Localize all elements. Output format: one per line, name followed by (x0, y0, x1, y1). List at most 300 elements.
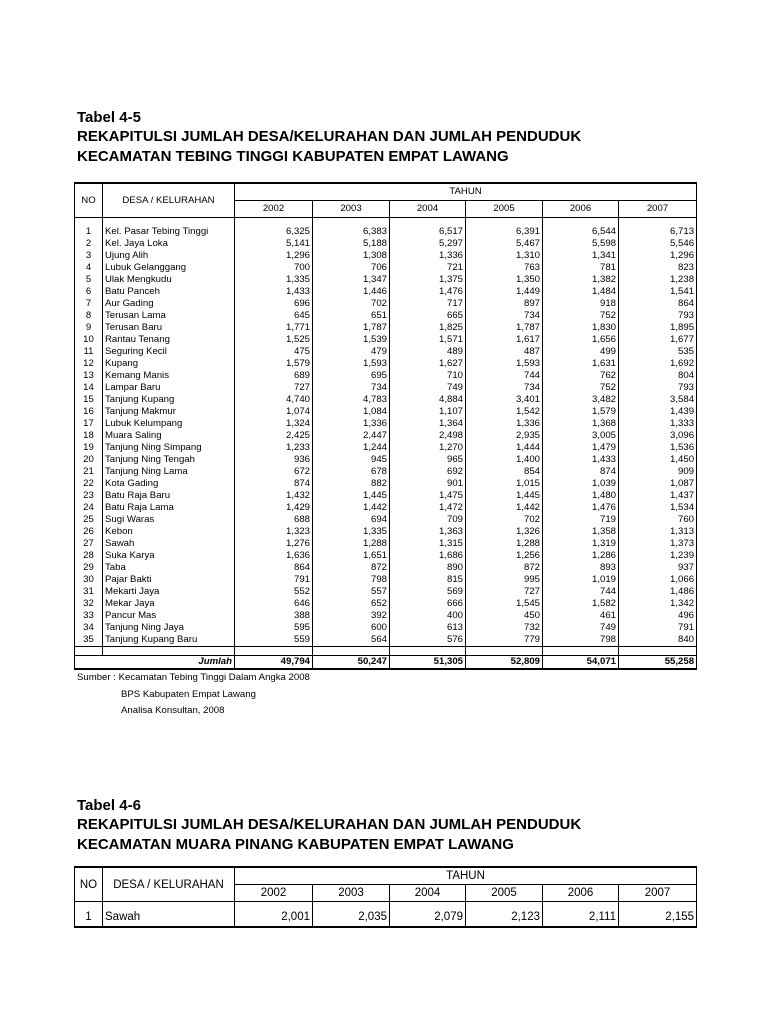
spacer-cell (390, 647, 466, 656)
population-value: 890 (390, 562, 466, 574)
population-value: 1,286 (543, 550, 619, 562)
year-header-2004: 2004 (390, 885, 466, 902)
population-value: 760 (619, 514, 697, 526)
spacer-cell (619, 647, 697, 656)
village-name: Sawah (103, 538, 235, 550)
population-value: 5,297 (390, 238, 466, 250)
village-name: Muara Saling (103, 430, 235, 442)
population-value: 791 (619, 622, 697, 634)
population-value: 651 (313, 310, 390, 322)
population-value: 652 (313, 598, 390, 610)
spacer-cell (543, 647, 619, 656)
population-value: 804 (619, 370, 697, 382)
population-value: 1,631 (543, 358, 619, 370)
gap-row (75, 647, 697, 656)
row-number: 1 (75, 226, 103, 238)
population-value: 700 (235, 262, 313, 274)
population-value: 1,084 (313, 406, 390, 418)
table-row (75, 598, 697, 610)
row-number: 2 (75, 238, 103, 250)
village-name: Aur Gading (103, 298, 235, 310)
population-value: 1,400 (466, 454, 543, 466)
spacer-cell (75, 647, 103, 656)
population-value: 1,437 (619, 490, 697, 502)
total-value: 52,809 (466, 656, 543, 670)
population-value: 709 (390, 514, 466, 526)
population-value: 1,439 (619, 406, 697, 418)
population-value: 744 (466, 370, 543, 382)
population-value: 872 (466, 562, 543, 574)
village-name: Batu Raja Baru (103, 490, 235, 502)
table-row (75, 574, 697, 586)
source-line-2: BPS Kabupaten Empat Lawang (121, 689, 256, 700)
population-value: 2,935 (466, 430, 543, 442)
table-row (75, 382, 697, 394)
total-value: 54,071 (543, 656, 619, 670)
population-value: 763 (466, 262, 543, 274)
population-value: 1,692 (619, 358, 697, 370)
village-name: Suka Karya (103, 550, 235, 562)
population-value: 1,238 (619, 274, 697, 286)
table-row (75, 370, 697, 382)
population-value: 791 (235, 574, 313, 586)
village-name: Tanjung Ning Lama (103, 466, 235, 478)
gap-row (75, 218, 697, 227)
population-value: 3,005 (543, 430, 619, 442)
table-row (75, 634, 697, 647)
population-value: 5,598 (543, 238, 619, 250)
population-value: 1,347 (313, 274, 390, 286)
table-row (75, 586, 697, 598)
population-value: 1,335 (313, 526, 390, 538)
population-value: 1,571 (390, 334, 466, 346)
row-number: 26 (75, 526, 103, 538)
population-value: 600 (313, 622, 390, 634)
population-value: 749 (390, 382, 466, 394)
population-value: 1,315 (390, 538, 466, 550)
village-name: Pajar Bakti (103, 574, 235, 586)
population-value: 1,830 (543, 322, 619, 334)
population-value: 400 (390, 610, 466, 622)
population-value: 672 (235, 466, 313, 478)
population-value: 1,445 (466, 490, 543, 502)
population-value: 1,476 (543, 502, 619, 514)
population-value: 2,035 (313, 908, 390, 927)
population-value: 1,617 (466, 334, 543, 346)
population-value: 1,342 (619, 598, 697, 610)
population-value: 2,498 (390, 430, 466, 442)
population-value: 1,472 (390, 502, 466, 514)
population-value: 1,582 (543, 598, 619, 610)
population-value: 1,358 (543, 526, 619, 538)
village-name: Lubuk Kelumpang (103, 418, 235, 430)
table2-title-line1: REKAPITULSI JUMLAH DESA/KELURAHAN DAN JUMLAH PENDUDUK (77, 816, 582, 833)
row-number: 28 (75, 550, 103, 562)
village-name: Lubuk Gelanggang (103, 262, 235, 274)
population-value: 1,449 (466, 286, 543, 298)
population-value: 475 (235, 346, 313, 358)
population-value: 1,335 (235, 274, 313, 286)
population-value: 1,771 (235, 322, 313, 334)
population-value: 6,517 (390, 226, 466, 238)
table-row (75, 274, 697, 286)
population-value: 719 (543, 514, 619, 526)
year-header-2006: 2006 (543, 201, 619, 218)
year-header-2005: 2005 (466, 885, 543, 902)
population-value: 1,656 (543, 334, 619, 346)
population-value: 535 (619, 346, 697, 358)
population-value: 3,401 (466, 394, 543, 406)
population-value: 1,313 (619, 526, 697, 538)
population-value: 576 (390, 634, 466, 647)
population-value: 388 (235, 610, 313, 622)
population-value: 1,308 (313, 250, 390, 262)
population-value: 499 (543, 346, 619, 358)
population-value: 1,341 (543, 250, 619, 262)
village-name: Tanjung Makmur (103, 406, 235, 418)
population-value: 2,111 (543, 908, 619, 927)
population-value: 752 (543, 382, 619, 394)
population-value: 6,325 (235, 226, 313, 238)
table2-title-line2: KECAMATAN MUARA PINANG KABUPATEN EMPAT LAWANG (77, 836, 514, 853)
population-value: 479 (313, 346, 390, 358)
row-number: 10 (75, 334, 103, 346)
population-value: 688 (235, 514, 313, 526)
population-value: 1,233 (235, 442, 313, 454)
village-name: Sawah (103, 908, 235, 927)
table-row (75, 490, 697, 502)
population-value: 4,783 (313, 394, 390, 406)
table-row (75, 622, 697, 634)
population-value: 3,482 (543, 394, 619, 406)
population-value: 1,787 (466, 322, 543, 334)
table-row (75, 538, 697, 550)
header-tahun: TAHUN (235, 183, 697, 201)
population-value: 840 (619, 634, 697, 647)
population-value: 893 (543, 562, 619, 574)
spacer-cell (466, 647, 543, 656)
population-value: 936 (235, 454, 313, 466)
table-row (75, 454, 697, 466)
population-value: 3,096 (619, 430, 697, 442)
population-value: 793 (619, 310, 697, 322)
table-row (75, 394, 697, 406)
population-value: 645 (235, 310, 313, 322)
population-value: 461 (543, 610, 619, 622)
population-value: 779 (466, 634, 543, 647)
population-value: 1,593 (313, 358, 390, 370)
population-value: 1,319 (543, 538, 619, 550)
table2-label: Tabel 4-6 (77, 797, 141, 814)
population-value: 1,486 (619, 586, 697, 598)
population-value: 692 (390, 466, 466, 478)
population-value: 1,895 (619, 322, 697, 334)
population-value: 762 (543, 370, 619, 382)
village-name: Tanjung Kupang Baru (103, 634, 235, 647)
population-value: 1,066 (619, 574, 697, 586)
row-number: 32 (75, 598, 103, 610)
row-number: 13 (75, 370, 103, 382)
population-value: 552 (235, 586, 313, 598)
population-value: 732 (466, 622, 543, 634)
population-value: 4,740 (235, 394, 313, 406)
table-row (75, 346, 697, 358)
village-name: Sugi Waras (103, 514, 235, 526)
village-name: Terusan Baru (103, 322, 235, 334)
row-number: 1 (75, 908, 103, 927)
table-row (75, 358, 697, 370)
population-value: 2,155 (619, 908, 697, 927)
population-value: 734 (466, 310, 543, 322)
population-value: 2,447 (313, 430, 390, 442)
population-value: 1,336 (313, 418, 390, 430)
row-number: 23 (75, 490, 103, 502)
village-name: Seguring Kecil (103, 346, 235, 358)
population-value: 696 (235, 298, 313, 310)
table-row (75, 298, 697, 310)
population-value: 678 (313, 466, 390, 478)
population-table-muara-pinang (74, 866, 697, 928)
population-value: 557 (313, 586, 390, 598)
population-value: 864 (235, 562, 313, 574)
population-value: 646 (235, 598, 313, 610)
row-number: 15 (75, 394, 103, 406)
village-name: Lampar Baru (103, 382, 235, 394)
population-value: 1,288 (313, 538, 390, 550)
population-value: 815 (390, 574, 466, 586)
table-row (75, 908, 697, 927)
population-value: 559 (235, 634, 313, 647)
population-value: 734 (313, 382, 390, 394)
population-value: 1,276 (235, 538, 313, 550)
year-header-2002: 2002 (235, 201, 313, 218)
population-value: 3,584 (619, 394, 697, 406)
total-value: 50,247 (313, 656, 390, 670)
row-number: 19 (75, 442, 103, 454)
year-header-2004: 2004 (390, 201, 466, 218)
village-name: Taba (103, 562, 235, 574)
population-value: 2,001 (235, 908, 313, 927)
row-number: 35 (75, 634, 103, 647)
population-value: 1,239 (619, 550, 697, 562)
population-value: 965 (390, 454, 466, 466)
table-row (75, 550, 697, 562)
population-value: 1,542 (466, 406, 543, 418)
year-header-2005: 2005 (466, 201, 543, 218)
population-value: 1,525 (235, 334, 313, 346)
population-value: 595 (235, 622, 313, 634)
table1-title-line1: REKAPITULSI JUMLAH DESA/KELURAHAN DAN JUMLAH PENDUDUK (77, 128, 582, 145)
row-number: 31 (75, 586, 103, 598)
village-name: Batu Panceh (103, 286, 235, 298)
population-value: 6,544 (543, 226, 619, 238)
village-name: Kel. Jaya Loka (103, 238, 235, 250)
row-number: 17 (75, 418, 103, 430)
table-row (75, 262, 697, 274)
population-value: 702 (313, 298, 390, 310)
population-value: 717 (390, 298, 466, 310)
total-value: 51,305 (390, 656, 466, 670)
village-name: Ujung Alih (103, 250, 235, 262)
total-value: 49,794 (235, 656, 313, 670)
year-header-2003: 2003 (313, 201, 390, 218)
population-value: 1,296 (619, 250, 697, 262)
year-header-2003: 2003 (313, 885, 390, 902)
population-value: 752 (543, 310, 619, 322)
row-number: 33 (75, 610, 103, 622)
population-value: 874 (543, 466, 619, 478)
population-value: 1,627 (390, 358, 466, 370)
population-value: 1,686 (390, 550, 466, 562)
table-row (75, 526, 697, 538)
table-row (75, 286, 697, 298)
population-value: 613 (390, 622, 466, 634)
row-number: 22 (75, 478, 103, 490)
table-row (75, 406, 697, 418)
source-line-3: Analisa Konsultan, 2008 (121, 705, 225, 716)
village-name: Terusan Lama (103, 310, 235, 322)
header-desa: DESA / KELURAHAN (103, 867, 235, 902)
population-value: 901 (390, 478, 466, 490)
year-header-2007: 2007 (619, 885, 697, 902)
population-value: 1,825 (390, 322, 466, 334)
population-value: 1,019 (543, 574, 619, 586)
table-row (75, 310, 697, 322)
village-name: Batu Raja Lama (103, 502, 235, 514)
table-row (75, 418, 697, 430)
population-value: 727 (235, 382, 313, 394)
population-value: 496 (619, 610, 697, 622)
population-value: 1,333 (619, 418, 697, 430)
row-number: 12 (75, 358, 103, 370)
population-value: 450 (466, 610, 543, 622)
village-name: Tanjung Ning Tengah (103, 454, 235, 466)
population-value: 695 (313, 370, 390, 382)
population-value: 1,288 (466, 538, 543, 550)
population-value: 2,123 (466, 908, 543, 927)
table-row (75, 502, 697, 514)
village-name: Kemang Manis (103, 370, 235, 382)
population-value: 689 (235, 370, 313, 382)
population-value: 1,087 (619, 478, 697, 490)
population-value: 749 (543, 622, 619, 634)
row-number: 3 (75, 250, 103, 262)
population-value: 882 (313, 478, 390, 490)
spacer-cell (103, 647, 235, 656)
population-value: 727 (466, 586, 543, 598)
population-value: 694 (313, 514, 390, 526)
village-name: Mekarti Jaya (103, 586, 235, 598)
population-value: 798 (543, 634, 619, 647)
population-value: 1,579 (543, 406, 619, 418)
village-name: Mekar Jaya (103, 598, 235, 610)
row-number: 14 (75, 382, 103, 394)
population-value: 1,433 (235, 286, 313, 298)
population-value: 489 (390, 346, 466, 358)
population-value: 864 (619, 298, 697, 310)
village-name: Kebon (103, 526, 235, 538)
total-spacer (75, 656, 103, 670)
population-value: 5,141 (235, 238, 313, 250)
population-value: 1,539 (313, 334, 390, 346)
population-value: 1,433 (543, 454, 619, 466)
spacer-cell (313, 647, 390, 656)
source-line-1: Sumber : Kecamatan Tebing Tinggi Dalam Angka 2008 (77, 672, 310, 683)
population-value: 874 (235, 478, 313, 490)
population-value: 798 (313, 574, 390, 586)
population-value: 1,534 (619, 502, 697, 514)
population-value: 1,787 (313, 322, 390, 334)
table-row (75, 442, 697, 454)
population-value: 4,884 (390, 394, 466, 406)
population-table-tebing-tinggi (74, 182, 697, 670)
population-value: 1,074 (235, 406, 313, 418)
population-value: 781 (543, 262, 619, 274)
population-value: 872 (313, 562, 390, 574)
population-value: 5,188 (313, 238, 390, 250)
table-row (75, 238, 697, 250)
population-value: 918 (543, 298, 619, 310)
population-value: 854 (466, 466, 543, 478)
population-value: 710 (390, 370, 466, 382)
row-number: 9 (75, 322, 103, 334)
population-value: 1,323 (235, 526, 313, 538)
population-value: 2,425 (235, 430, 313, 442)
population-value: 1,432 (235, 490, 313, 502)
table-row (75, 478, 697, 490)
population-value: 1,039 (543, 478, 619, 490)
row-number: 20 (75, 454, 103, 466)
row-number: 6 (75, 286, 103, 298)
population-value: 1,442 (466, 502, 543, 514)
header-desa: DESA / KELURAHAN (103, 183, 235, 218)
village-name: Kupang (103, 358, 235, 370)
population-value: 1,541 (619, 286, 697, 298)
population-value: 1,310 (466, 250, 543, 262)
table-row (75, 562, 697, 574)
population-value: 1,450 (619, 454, 697, 466)
population-value: 1,382 (543, 274, 619, 286)
row-number: 7 (75, 298, 103, 310)
population-value: 1,270 (390, 442, 466, 454)
population-value: 1,475 (390, 490, 466, 502)
population-value: 1,375 (390, 274, 466, 286)
population-value: 1,444 (466, 442, 543, 454)
table-row (75, 250, 697, 262)
population-value: 1,350 (466, 274, 543, 286)
population-value: 937 (619, 562, 697, 574)
row-number: 34 (75, 622, 103, 634)
row-number: 27 (75, 538, 103, 550)
village-name: Ulak Mengkudu (103, 274, 235, 286)
population-value: 945 (313, 454, 390, 466)
population-value: 1,442 (313, 502, 390, 514)
table-row (75, 610, 697, 622)
population-value: 1,446 (313, 286, 390, 298)
header-no: NO (75, 183, 103, 218)
row-number: 21 (75, 466, 103, 478)
population-value: 569 (390, 586, 466, 598)
table-row (75, 322, 697, 334)
population-value: 1,256 (466, 550, 543, 562)
population-value: 1,579 (235, 358, 313, 370)
population-value: 734 (466, 382, 543, 394)
population-value: 487 (466, 346, 543, 358)
header-tahun: TAHUN (235, 867, 697, 885)
table1-label: Tabel 4-5 (77, 109, 141, 126)
population-value: 744 (543, 586, 619, 598)
population-value: 6,391 (466, 226, 543, 238)
